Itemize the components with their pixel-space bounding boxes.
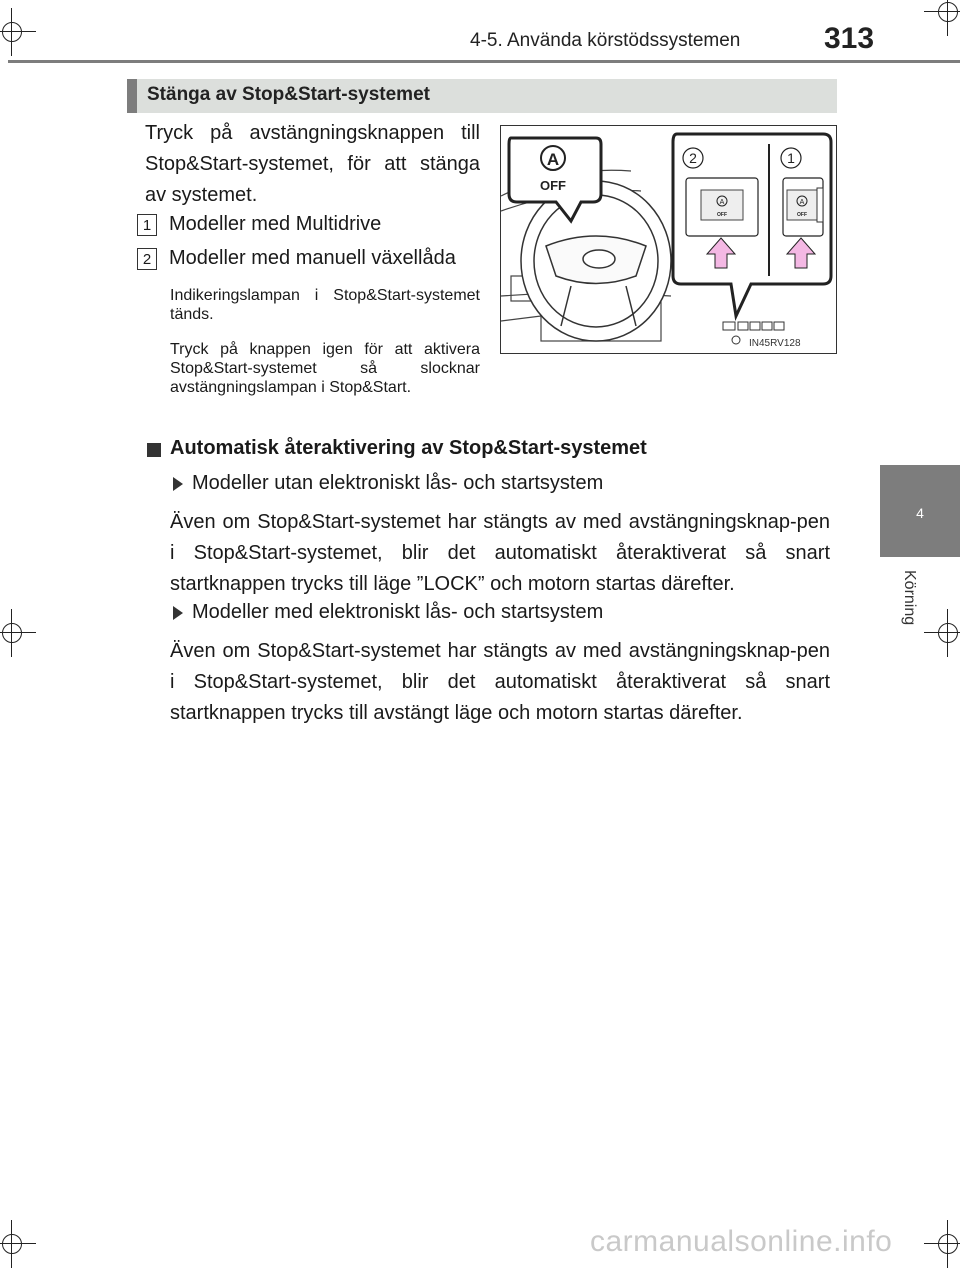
triangle-bullet-icon — [173, 606, 183, 620]
registration-mark — [936, 0, 960, 24]
paragraph-without-smart-key: Även om Stop&Start-systemet har stängts av med avstängningsknap-pen i Stop&Start-systemet, blir det automatiskt återaktiverat så snart startknappen trycks till läge ”LOCK” och motorn startas därefter. — [170, 511, 830, 595]
registration-mark — [0, 621, 24, 645]
registration-mark — [936, 621, 960, 645]
chapter-tab — [880, 465, 960, 557]
svg-text:A: A — [719, 199, 725, 206]
item-label-manual: Modeller med manuell växellåda — [169, 247, 456, 269]
registration-mark — [0, 20, 24, 44]
paragraph-with-smart-key: Även om Stop&Start-systemet har stängts av med avstängningsknap-pen i Stop&Start-systemet, blir det automatiskt återaktiverat så snart startknappen trycks till avstängt läge och motorn startas därefter. — [170, 640, 830, 724]
item-badge-1: 1 — [137, 214, 157, 236]
chapter-tab-label: Körning — [901, 570, 918, 626]
figure-code: IN45RV128 — [749, 338, 801, 349]
page-number: 313 — [824, 22, 875, 55]
sub-heading-without-smart-key: Modeller utan elektroniskt lås- och startsystem — [192, 472, 604, 494]
figure-badge-2: 2 — [689, 150, 697, 166]
figure-badge-1: 1 — [787, 150, 795, 166]
section-header — [127, 79, 837, 113]
bullet-square-icon — [147, 443, 161, 457]
section-title: Stänga av Stop&Start-systemet — [147, 84, 430, 105]
callout-off-label: OFF — [540, 178, 566, 193]
auto-reactivation-heading: Automatisk återaktivering av Stop&Start-systemet — [170, 437, 647, 459]
watermark: carmanualsonline.info — [590, 1225, 893, 1258]
registration-mark — [0, 1232, 24, 1256]
svg-text:A: A — [799, 199, 805, 206]
callout-letter: A — [546, 150, 560, 169]
note-indicator-lamp: Indikeringslampan i Stop&Start-systemet tänds. — [170, 287, 480, 323]
intro-text: Tryck på avstängningsknappen till Stop&Start-systemet, för att stänga av systemet. — [145, 122, 480, 206]
registration-mark — [936, 1232, 960, 1256]
svg-text:OFF: OFF — [717, 212, 727, 218]
dashboard-figure — [500, 125, 837, 354]
triangle-bullet-icon — [173, 477, 183, 491]
sub-heading-with-smart-key: Modeller med elektroniskt lås- och startsystem — [192, 601, 604, 623]
chapter-title: 4-5. Använda körstödssystemen — [470, 30, 741, 51]
header-divider — [8, 60, 960, 63]
item-label-multidrive: Modeller med Multidrive — [169, 213, 382, 235]
item-badge-2: 2 — [137, 248, 157, 270]
dashboard-illustration — [501, 126, 837, 354]
note-press-again: Tryck på knappen igen för att aktivera Stop&Start-systemet så slocknar avstängningslampan i Stop&Start. — [170, 341, 480, 396]
chapter-tab-number: 4 — [916, 505, 924, 521]
svg-text:OFF: OFF — [797, 212, 807, 218]
